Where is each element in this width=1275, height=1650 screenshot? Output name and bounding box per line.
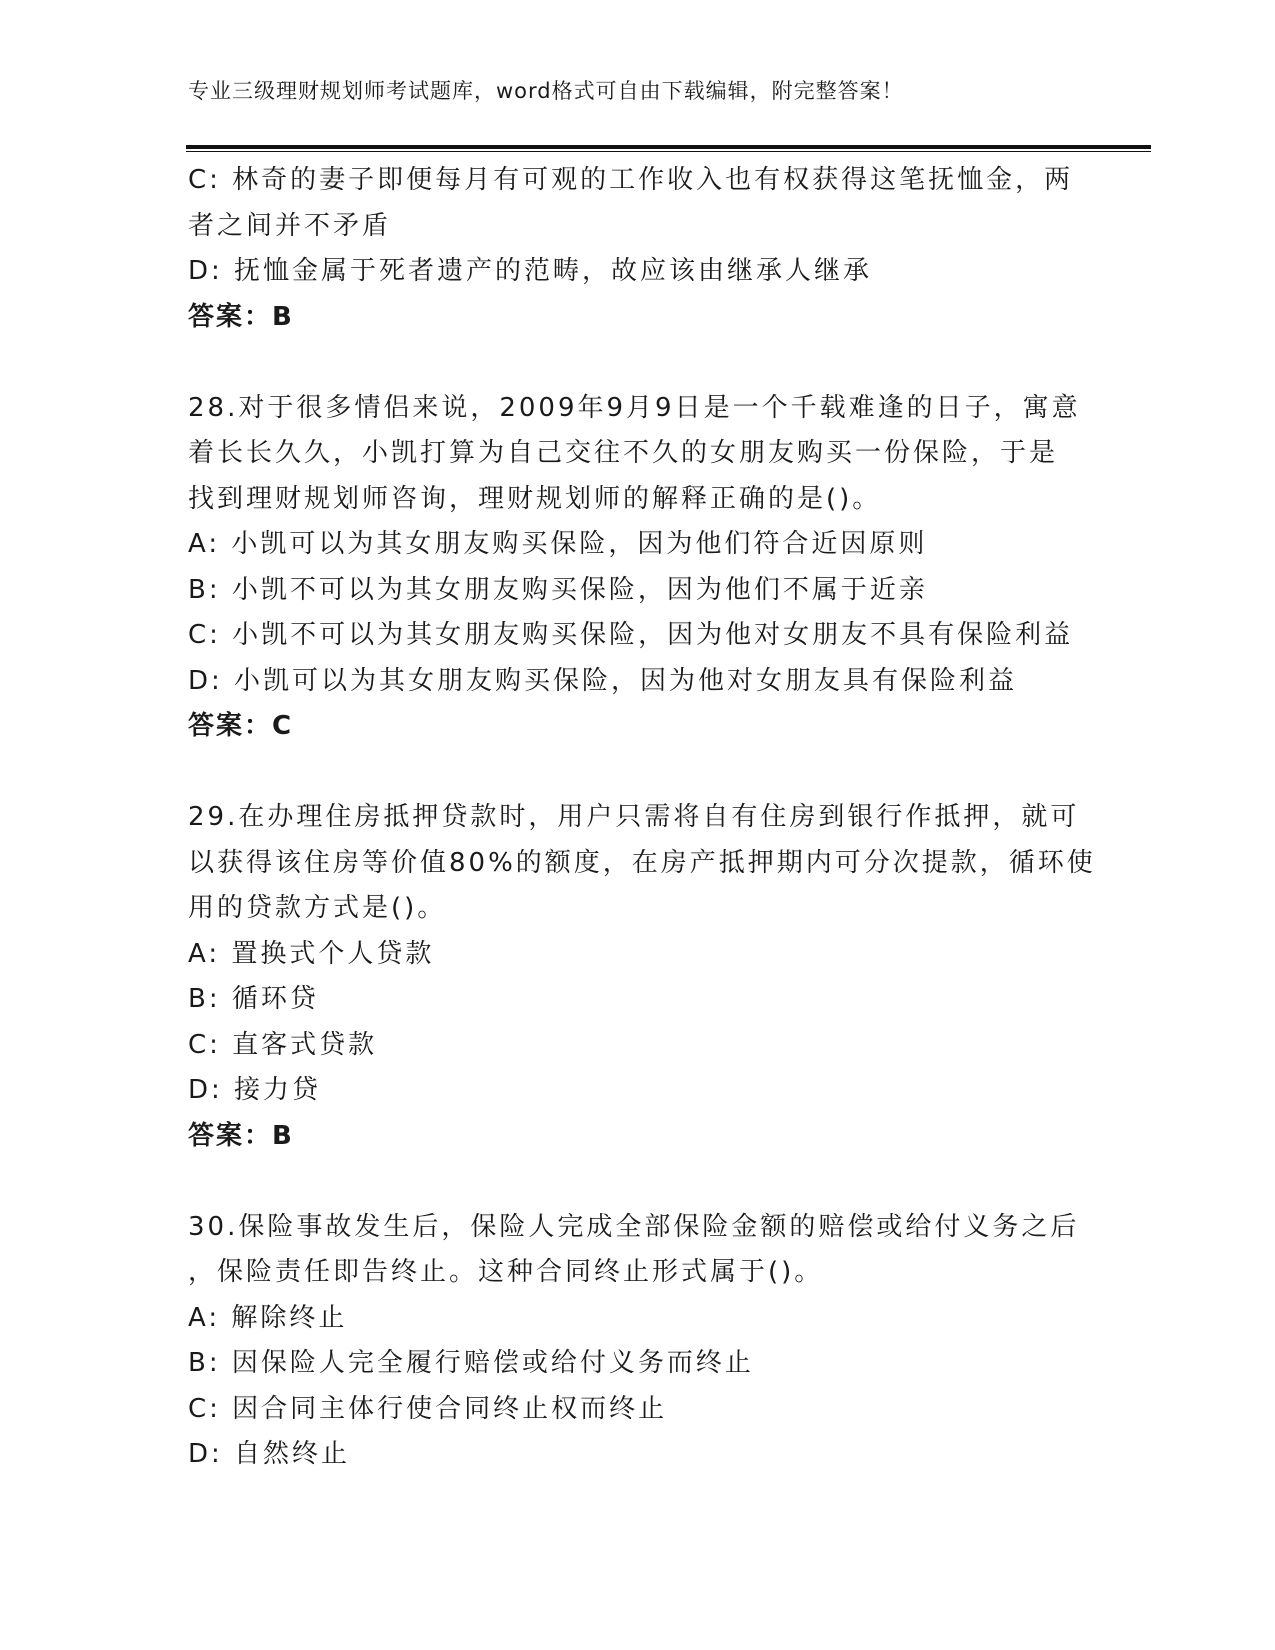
answer-line: 答案：B <box>188 1120 294 1151</box>
question-content <box>188 158 1096 1478</box>
option-c: C: 因合同主体行使合同终止权而终止 <box>188 1393 668 1424</box>
question-29 <box>188 795 1096 1159</box>
option-a: A: 解除终止 <box>188 1302 348 1333</box>
header-rule-thick <box>186 145 1151 149</box>
option-d: D: 自然终止 <box>188 1439 351 1469</box>
option-d: D: 小凯可以为其女朋友购买保险，因为他对女朋友具有保险利益 <box>188 665 1018 696</box>
question-27 <box>188 158 1088 340</box>
answer-line: 答案：B <box>188 301 294 332</box>
page-header: 专业三级理财规划师考试题库，word格式可自由下载编辑，附完整答案！ <box>188 79 904 103</box>
header-rule-thin <box>186 151 1151 152</box>
question-text-line: 着长长久久，小凯打算为自己交往不久的女朋友购买一份保险，于是 <box>188 438 1059 468</box>
question-text-line: ，保险责任即告终止。这种合同终止形式属于()。 <box>188 1257 824 1287</box>
option-a: A: 置换式个人贷款 <box>188 938 435 969</box>
option-line: C: 林奇的妻子即便每月有可观的工作收入也有权获得这笔抚恤金，两 <box>188 165 1074 195</box>
spacer <box>188 750 1088 796</box>
option-b: B: 小凯不可以为其女朋友购买保险，因为他们不属于近亲 <box>188 574 928 605</box>
answer-line: 答案：C <box>188 711 294 741</box>
question-text-line: 用的贷款方式是()。 <box>188 893 447 923</box>
question-text-line: 找到理财规划师咨询，理财规划师的解释正确的是()。 <box>188 483 882 514</box>
question-text-line: 以获得该住房等价值80%的额度，在房产抵押期内可分次提款，循环使 <box>188 847 1096 878</box>
option-b: B: 循环贷 <box>188 984 319 1014</box>
question-text-line: 30.保险事故发生后，保险人完成全部保险金额的赔偿或给付义务之后 <box>188 1211 1080 1242</box>
question-text-line: 29.在办理住房抵押贷款时，用户只需将自有住房到银行作抵押，就可 <box>188 802 1080 832</box>
option-line: D: 抚恤金属于死者遗产的范畴，故应该由继承人继承 <box>188 256 873 286</box>
option-b: B: 因保险人完全履行赔偿或给付义务而终止 <box>188 1348 754 1378</box>
spacer <box>188 1159 1088 1205</box>
question-30 <box>188 1205 1088 1478</box>
option-d: D: 接力贷 <box>188 1075 322 1105</box>
question-text-line: 28.对于很多情侣来说，2009年9月9日是一个千载难逢的日子，寓意 <box>188 392 1081 423</box>
question-28 <box>188 386 1088 750</box>
option-a: A: 小凯可以为其女朋友购买保险，因为他们符合近因原则 <box>188 529 928 559</box>
option-line: 者之间并不矛盾 <box>188 210 392 241</box>
option-c: C: 小凯不可以为其女朋友购买保险，因为他对女朋友不具有保险利益 <box>188 620 1074 650</box>
spacer <box>188 340 1088 386</box>
option-c: C: 直客式贷款 <box>188 1029 378 1060</box>
